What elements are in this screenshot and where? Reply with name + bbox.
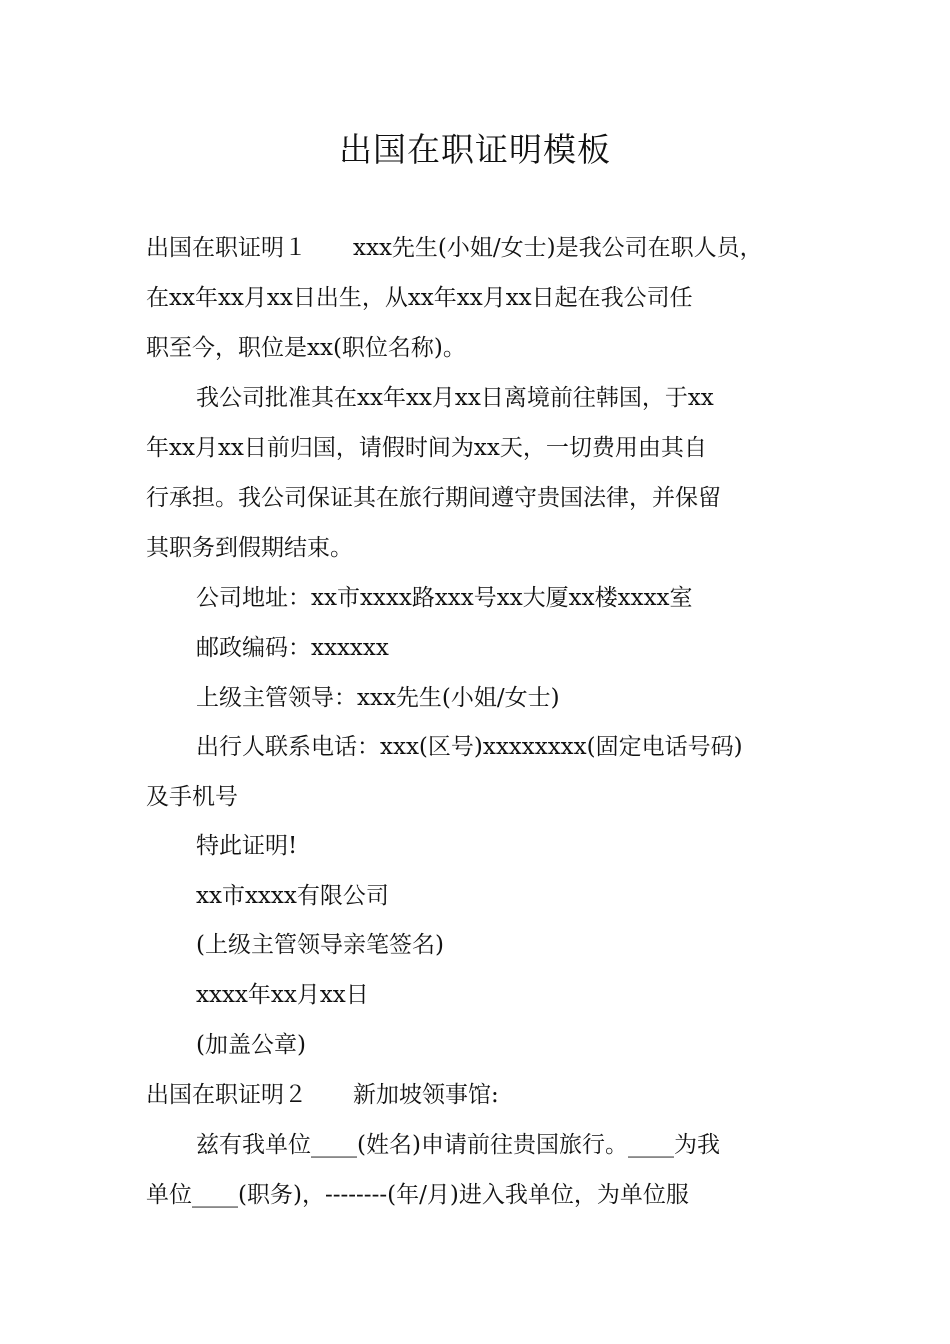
text-line: 出行人联系电话：xxx(区号)xxxxxxxx(固定电话号码) (196, 734, 743, 760)
text-line: 年xx月xx日前归国，请假时间为xx天，一切费用由其自 (146, 435, 707, 461)
text-line: xxxx年xx月xx日 (196, 982, 369, 1008)
text-line: 公司地址：xx市xxxx路xxx号xx大厦xx楼xxxx室 (196, 585, 693, 611)
text-line: 上级主管领导：xxx先生(小姐/女士) (196, 685, 560, 711)
text-line: (加盖公章) (196, 1032, 306, 1058)
text-line: 出国在职证明２ 新加坡领事馆: (146, 1082, 499, 1108)
text-line: 在xx年xx月xx日出生，从xx年xx月xx日起在我公司任 (146, 285, 693, 311)
text-line: 我公司批准其在xx年xx月xx日离境前往韩国，于xx (196, 385, 714, 411)
text-line: 特此证明! (196, 833, 298, 859)
text-line: 行承担。我公司保证其在旅行期间遵守贵国法律，并保留 (146, 485, 721, 511)
document-title: 出国在职证明模板 (339, 130, 611, 169)
text-line: 邮政编码：xxxxxx (196, 635, 389, 661)
text-line: (上级主管领导亲笔签名) (196, 932, 444, 958)
text-line: 职至今，职位是xx(职位名称)。 (146, 335, 466, 361)
text-line: 及手机号 (146, 784, 238, 810)
text-line: 出国在职证明１ xxx先生(小姐/女士)是我公司在职人员， (146, 235, 763, 261)
text-line: 其职务到假期结束。 (146, 535, 353, 561)
text-line: 单位____(职务)，--------(年/月)进入我单位，为单位服 (146, 1182, 689, 1208)
text-line: xx市xxxx有限公司 (196, 883, 389, 909)
text-line: 兹有我单位____(姓名)申请前往贵国旅行。____为我 (196, 1132, 720, 1158)
